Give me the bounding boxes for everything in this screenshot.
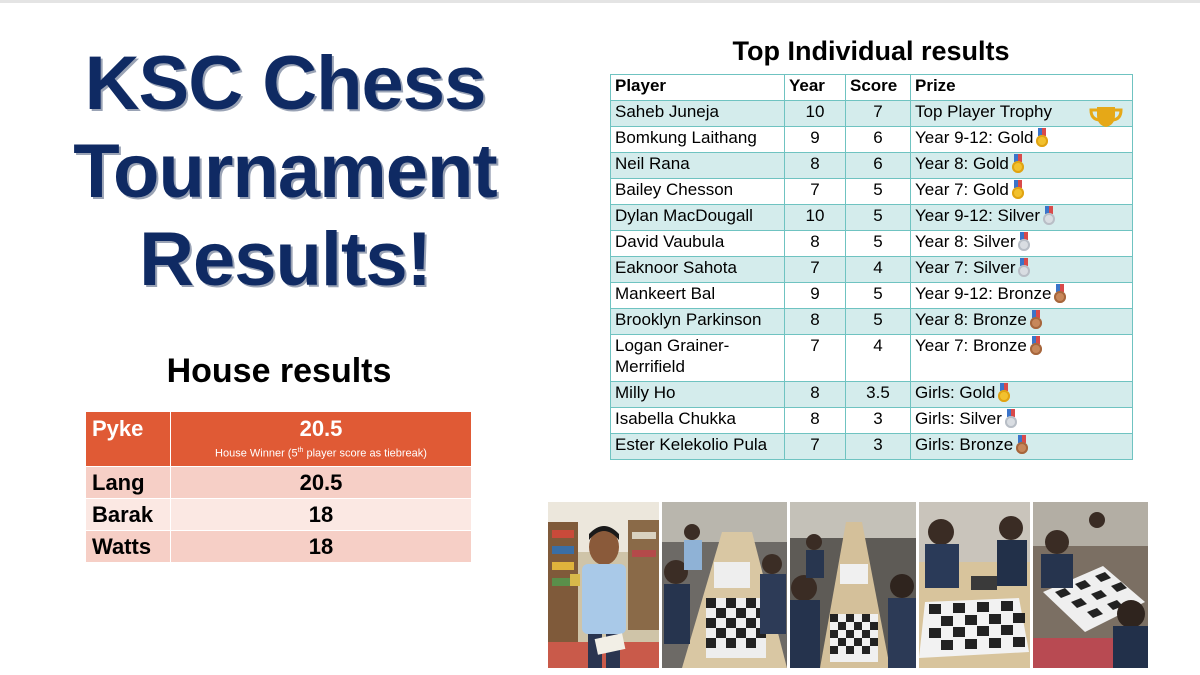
house-score: 18 [171,531,472,563]
prize-cell [911,153,1133,179]
player-score: 4 [846,335,911,382]
player-name: Milly Ho [611,382,785,408]
table-row [611,127,1133,153]
player-score: 5 [846,283,911,309]
prize-cell [911,179,1133,205]
prize-label: Year 7: Silver [915,258,1016,277]
prize-label: Year 8: Gold [915,154,1009,173]
house-score: 20.5 [299,416,343,441]
photo-tournament-hall-2 [790,502,916,668]
player-year: 10 [785,101,846,127]
player-name: Saheb Juneja [611,101,785,127]
player-name: Ester Kelekolio Pula [611,434,785,460]
player-score: 7 [846,101,911,127]
title-line-3: Results! [139,217,431,302]
player-year: 9 [785,127,846,153]
silver-medal-icon [1018,232,1030,252]
house-results-heading: House results [166,352,392,390]
page-title [30,40,540,304]
photo-tournament-hall-1 [662,502,787,668]
player-name: Neil Rana [611,153,785,179]
prize-cell [911,434,1133,460]
table-header-row [611,75,1133,101]
player-name: David Vaubula [611,231,785,257]
table-row [611,309,1133,335]
house-row [86,531,472,563]
silver-medal-icon [1005,409,1017,429]
table-row [611,434,1133,460]
prize-label: Year 9-12: Bronze [915,284,1052,303]
prize-label: Year 8: Silver [915,232,1016,251]
house-winner-note-sup: th [297,447,304,454]
prize-label: Year 9-12: Silver [915,206,1041,225]
prize-cell [911,382,1133,408]
player-score: 5 [846,179,911,205]
house-name: Lang [86,467,171,499]
prize-cell [911,205,1133,231]
house-row [86,467,472,499]
prize-cell [911,127,1133,153]
player-score: 5 [846,309,911,335]
table-row [611,101,1133,127]
column-header-score: Score [846,75,911,101]
house-row [86,499,472,531]
player-year: 8 [785,408,846,434]
player-name: Eaknoor Sahota [611,257,785,283]
house-winner-note-text: House Winner (5 [215,447,298,460]
player-year: 9 [785,283,846,309]
player-name: Isabella Chukka [611,408,785,434]
prize-label: Year 8: Bronze [915,310,1027,329]
player-score: 3.5 [846,382,911,408]
table-row [611,257,1133,283]
player-score: 4 [846,257,911,283]
prize-cell [911,101,1133,127]
individual-results-table [610,74,1133,460]
title-line-1: KSC Chess [84,41,486,126]
house-score: 20.5 [171,467,472,499]
house-row-winner [86,412,472,467]
table-row [611,382,1133,408]
player-score: 5 [846,231,911,257]
prize-label: Top Player Trophy [915,102,1053,121]
prize-label: Girls: Silver [915,409,1002,428]
column-header-prize: Prize [911,75,1133,101]
player-name: Bailey Chesson [611,179,785,205]
table-row [611,205,1133,231]
player-name: Logan Grainer-Merrifield [611,335,785,382]
player-name: Brooklyn Parkinson [611,309,785,335]
player-score: 3 [846,434,911,460]
table-row [611,408,1133,434]
table-row [611,283,1133,309]
gold-medal-icon [1012,154,1024,174]
prize-cell [911,408,1133,434]
prize-cell [911,309,1133,335]
table-row [611,179,1133,205]
player-year: 7 [785,335,846,382]
title-line-2: Tournament [73,129,497,214]
column-header-player: Player [611,75,785,101]
prize-cell [911,283,1133,309]
photo-students-playing [1033,502,1148,668]
photo-match-closeup [919,502,1030,668]
prize-label: Year 7: Bronze [915,336,1027,355]
player-year: 7 [785,257,846,283]
gold-medal-icon [1012,180,1024,200]
house-winner-note [177,444,465,461]
bronze-medal-icon [1054,284,1066,304]
prize-label: Year 7: Gold [915,180,1009,199]
table-row [611,231,1133,257]
player-year: 10 [785,205,846,231]
prize-cell [911,231,1133,257]
house-results-table [86,412,472,563]
player-year: 7 [785,434,846,460]
player-score: 5 [846,205,911,231]
prize-cell [911,257,1133,283]
house-score: 18 [171,499,472,531]
table-row [611,335,1133,382]
player-name: Bomkung Laithang [611,127,785,153]
player-year: 8 [785,382,846,408]
bronze-medal-icon [1030,310,1042,330]
column-header-year: Year [785,75,846,101]
gold-medal-icon [998,383,1010,403]
house-winner-note-tail: player score as tiebreak) [303,447,427,460]
house-score-cell [171,412,472,467]
photo-strip [548,502,1148,668]
house-name: Pyke [86,412,171,467]
prize-label: Girls: Bronze [915,435,1014,454]
prize-label: Year 9-12: Gold [915,128,1034,147]
player-year: 8 [785,231,846,257]
individual-results-heading: Top Individual results [732,36,1010,66]
player-score: 3 [846,408,911,434]
house-name: Barak [86,499,171,531]
individual-results-body [611,101,1133,460]
prize-cell [911,335,1133,382]
photo-trophy-winner [548,502,659,668]
top-border [0,0,1200,3]
silver-medal-icon [1018,258,1030,278]
player-score: 6 [846,127,911,153]
silver-medal-icon [1043,206,1055,226]
player-year: 7 [785,179,846,205]
gold-medal-icon [1036,128,1048,148]
prize-label: Girls: Gold [915,383,996,402]
bronze-medal-icon [1016,435,1028,455]
house-name: Watts [86,531,171,563]
bronze-medal-icon [1030,336,1042,356]
player-year: 8 [785,309,846,335]
player-score: 6 [846,153,911,179]
player-name: Mankeert Bal [611,283,785,309]
player-year: 8 [785,153,846,179]
table-row [611,153,1133,179]
player-name: Dylan MacDougall [611,205,785,231]
